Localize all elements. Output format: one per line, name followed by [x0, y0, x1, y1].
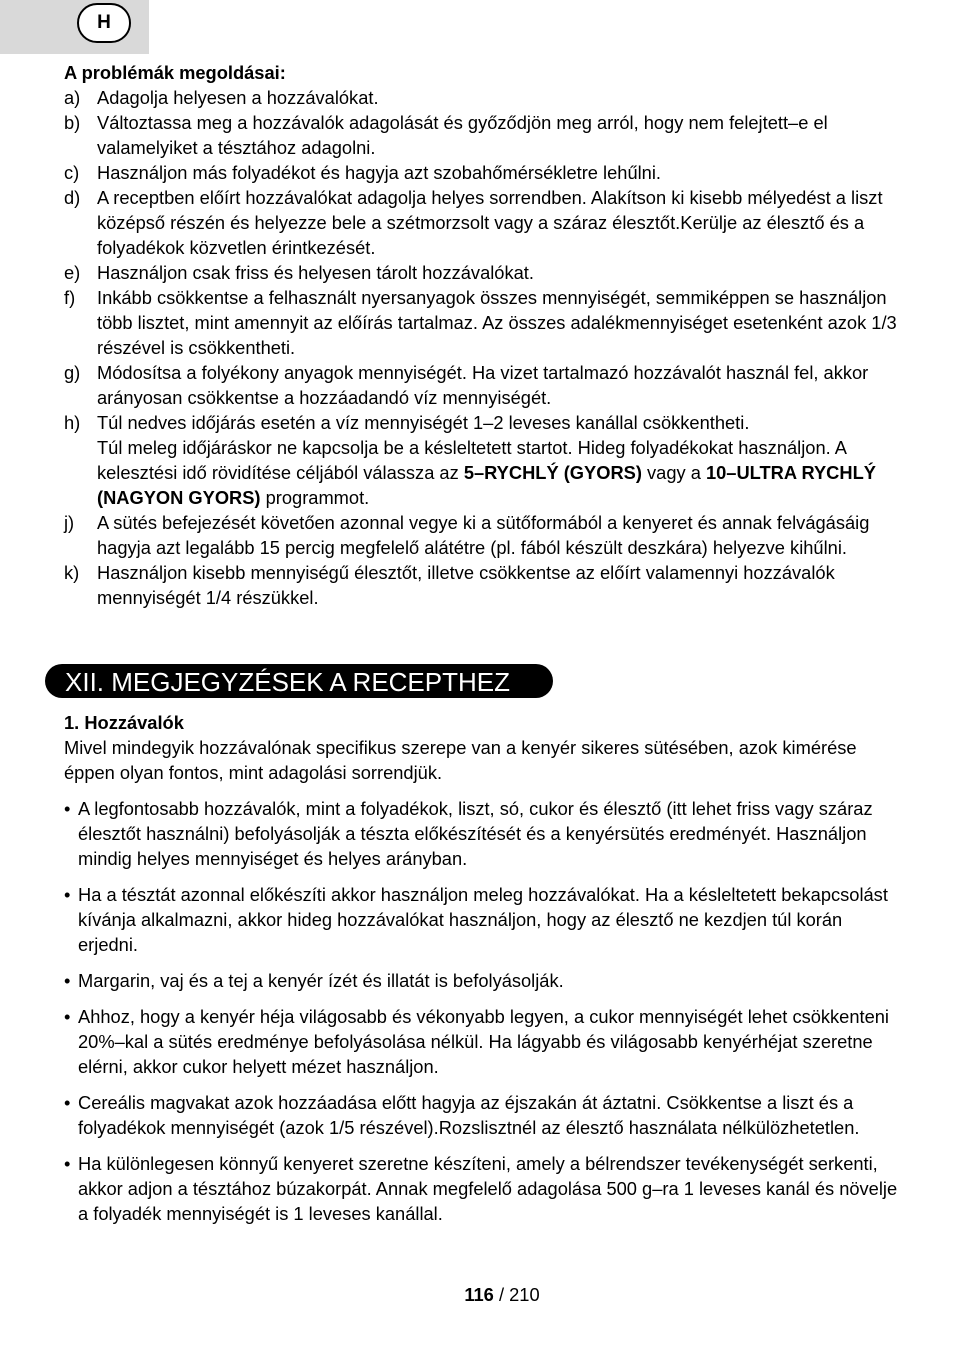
list-item [64, 285, 904, 360]
list-item-text: Módosítsa a folyékony anyagok mennyiségét. Ha vizet tartalmazó hozzávalót használ fel, akkor arányosan csökkentse a hozzáadandó víz mennyiségét. [97, 362, 869, 408]
list-item-text: Ha különlegesen könnyű kenyeret szeretne készíteni, amely a bélrendszer tevékenységét serkenti, akkor adjon a tésztához búzakorpát. Annak megfelelő adagolása 500 g–ra 1 leveses kanál és növelje a folyadék mennyiségét is 1 leveses kanállal. [78, 1153, 898, 1224]
list-item [64, 1004, 904, 1079]
list-marker: a) [64, 87, 81, 108]
list-item-text: Inkább csökkentse a felhasznált nyersanyagok összes mennyiségét, semmiképpen se használjon több lisztet, mint amennyit az előírás tartalmaz. Az összes adalékmennyiséget esetenként azok 1/3 részével is csökkentheti. [97, 287, 897, 358]
page-number [0, 1282, 954, 1307]
problem-solutions-list [64, 85, 904, 610]
language-tab [0, 0, 149, 54]
list-item-line: Túl nedves időjárás esetén a víz mennyiségét 1–2 leveses kanállal csökkentheti. [97, 412, 750, 433]
list-item-text [97, 410, 904, 510]
section-heading: XII. MEGJEGYZÉSEK A RECEPTHEZ [45, 664, 553, 698]
list-item [64, 85, 904, 110]
page-separator: / [493, 1284, 510, 1305]
list-marker: k) [64, 562, 80, 583]
language-badge: H [77, 3, 131, 43]
list-item-text: Cereális magvakat azok hozzáadása előtt hagyja az éjszakán át áztatni. Csökkentse a liszt és a folyadékok mennyiségét (azok 1/5 részével).Rozslisztnél az élesztő használata nélkülözhetetlen. [78, 1092, 860, 1138]
list-item [64, 360, 904, 410]
list-item-text: Használjon más folyadékot és hagyja azt szobahőmérsékletre lehűlni. [97, 162, 661, 183]
problem-solutions-title: A problémák megoldásai: [64, 62, 286, 83]
ingredients-subtitle: 1. Hozzávalók [64, 712, 184, 733]
list-item [64, 185, 904, 260]
list-item [64, 410, 904, 510]
list-marker: g) [64, 362, 81, 383]
list-item-text: Adagolja helyesen a hozzávalókat. [97, 87, 379, 108]
list-item [64, 1151, 904, 1226]
list-item-text: Használjon csak friss és helyesen tárolt hozzávalókat. [97, 262, 534, 283]
list-marker: j) [64, 512, 75, 533]
list-item [64, 882, 904, 957]
list-item-text-part: programmot. [260, 487, 370, 508]
list-marker: f) [64, 287, 76, 308]
list-item-text: A sütés befejezését követően azonnal vegye ki a sütőformából a kenyeret és annak felvágásáig hagyja azt legalább 15 percig megfelelő alátétre (pl. fából készült deszkára) helyezve kihűlni. [97, 512, 870, 558]
list-item-text: Ha a tésztát azonnal előkészíti akkor használjon meleg hozzávalókat. Ha a késleltetett bekapcsolást kívánja alkalmazni, akkor hideg hozzávalókat használjon, hogy az élesztő ne kezdjen túl korán erjedni. [78, 884, 888, 955]
list-item [64, 968, 904, 993]
bullet-icon: • [64, 1153, 71, 1174]
list-item [64, 260, 904, 285]
list-item [64, 160, 904, 185]
list-item-text-part: Túl meleg időjáráskor ne kapcsolja be a késleltetett startot. Hideg folyadékokat használjon. A kelesztési idő rövidítése céljából válassza az [97, 437, 846, 483]
list-item-text: A receptben előírt hozzávalókat adagolja helyes sorrendben. Alakítson ki kisebb mélyedést a liszt középső részén és helyezze bele a szétmorzsolt vagy a száraz élesztőt.Kerülje az élesztő és a folyadékok közvetlen érintkezését. [97, 187, 883, 258]
list-marker: d) [64, 187, 81, 208]
list-item-text-part: vagy a [641, 462, 706, 483]
bullet-icon: • [64, 1092, 71, 1113]
list-marker: c) [64, 162, 80, 183]
bullet-icon: • [64, 970, 71, 991]
list-item [64, 796, 904, 871]
list-item [64, 1090, 904, 1140]
list-marker: h) [64, 412, 81, 433]
program-name-nagyon-gyors: 10–ULTRA RYCHLÝ (NAGYON GYORS) [97, 462, 876, 508]
program-name-gyors: 5–RYCHLÝ (GYORS) [463, 462, 642, 483]
list-item [64, 110, 904, 160]
list-item-text: Használjon kisebb mennyiségű élesztőt, illetve csökkentse az előírt valamennyi hozzávalók mennyiségét 1/4 részükkel. [97, 562, 835, 608]
list-item-text: Változtassa meg a hozzávalók adagolását és győződjön meg arról, hogy nem felejtett–e el valamelyiket a tésztához adagolni. [97, 112, 828, 158]
bullet-icon: • [64, 1006, 71, 1027]
recipe-notes-section [64, 710, 904, 1226]
bullet-icon: • [64, 798, 71, 819]
problem-solutions-section [64, 60, 904, 610]
list-item-text: Ahhoz, hogy a kenyér héja világosabb és vékonyabb legyen, a cukor mennyiségét lehet csökkenteni 20%–kal a sütés eredménye befolyásolása nélkül. Ha lágyabb és világosabb kenyérhéjat szeretne elérni, akkor cukor helyett mézet használjon. [78, 1006, 889, 1077]
list-item [64, 510, 904, 560]
list-item-text: A legfontosabb hozzávalók, mint a folyadékok, liszt, só, cukor és élesztő (itt lehet friss vagy száraz élesztőt használni) befolyásolják a tészta előkészítését és a kenyérsütés eredményét. Használjon mindig helyes mennyiséget és helyes arányban. [78, 798, 873, 869]
list-item [64, 560, 904, 610]
total-pages: 210 [509, 1284, 540, 1305]
bullet-icon: • [64, 884, 71, 905]
list-marker: e) [64, 262, 81, 283]
ingredients-bullet-list [64, 796, 904, 1226]
ingredients-intro: Mivel mindegyik hozzávalónak specifikus szerepe van a kenyér sikeres sütésében, azok kimérése éppen olyan fontos, mint adagolási sorrendjük. [64, 737, 857, 783]
list-marker: b) [64, 112, 81, 133]
list-item-text: Margarin, vaj és a tej a kenyér ízét és illatát is befolyásolják. [78, 970, 564, 991]
current-page: 116 [464, 1284, 494, 1305]
